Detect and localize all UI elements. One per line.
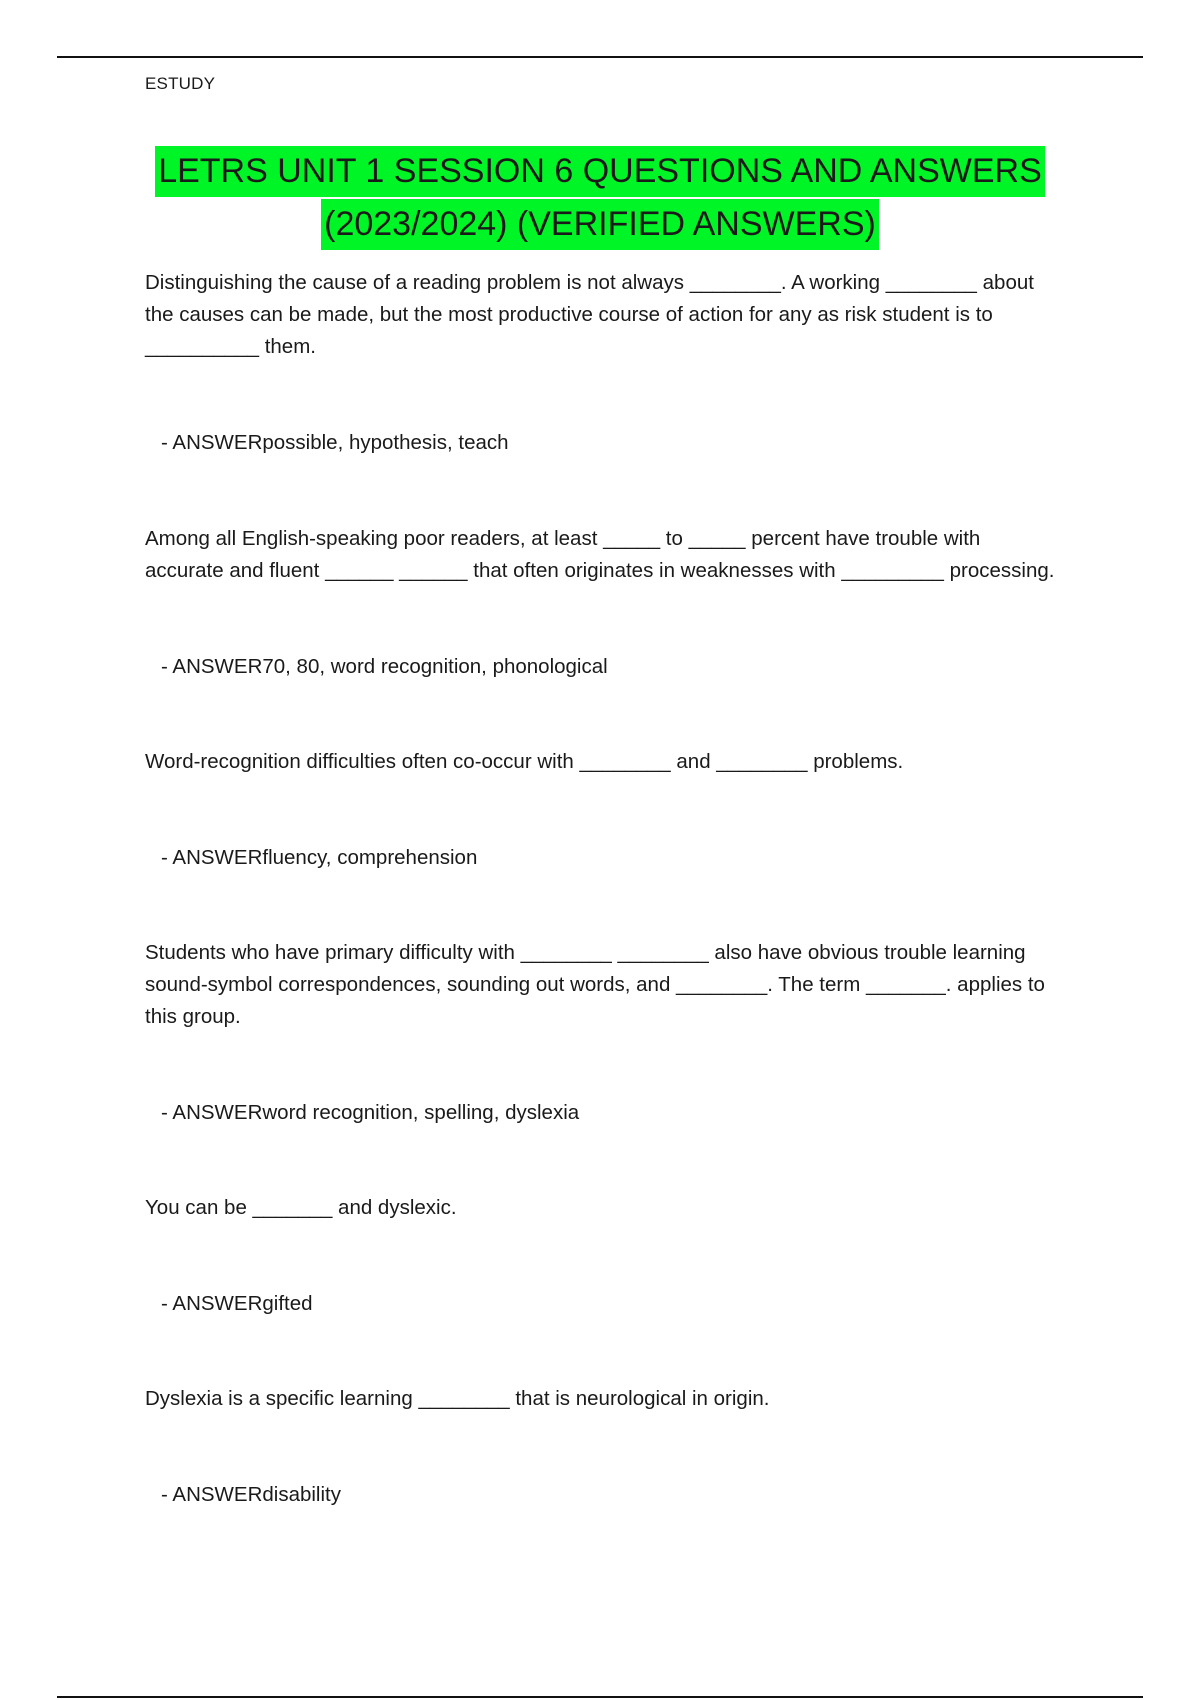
qa-item (145, 746, 1055, 874)
question-text: You can be _______ and dyslexic. (145, 1196, 457, 1219)
header-label: ESTUDY (145, 74, 216, 93)
answer-text: - ANSWERgifted (161, 1292, 313, 1315)
qa-item (145, 937, 1055, 1129)
question-text: Word-recognition difficulties often co-occur with ________ and ________ problems. (145, 750, 904, 773)
top-rule (57, 56, 1143, 58)
answer-text: - ANSWERdisability (161, 1483, 341, 1506)
qa-item (145, 523, 1055, 683)
question-text: Among all English-speaking poor readers, at least _____ to _____ percent have trouble with accurate and fluent ______ ______ that often originates in weaknesses with _________ processing. (145, 527, 1055, 582)
answer-text: - ANSWERpossible, hypothesis, teach (161, 431, 509, 454)
document-title (0, 145, 1200, 251)
answer-text: - ANSWERfluency, comprehension (161, 846, 478, 869)
title-line-1: LETRS UNIT 1 SESSION 6 QUESTIONS AND ANSWERS (155, 146, 1045, 197)
qa-item (145, 1383, 1055, 1511)
question-text: Students who have primary difficulty with ________ ________ also have obvious trouble learning sound-symbol correspondences, sounding out words, and ________. The term _______. applies to this group. (145, 941, 1045, 1028)
qa-item (145, 1192, 1055, 1320)
answer-text: - ANSWERword recognition, spelling, dyslexia (161, 1101, 580, 1124)
title-line-2: (2023/2024) (VERIFIED ANSWERS) (321, 199, 879, 250)
qa-list (145, 267, 1055, 1511)
question-text: Dyslexia is a specific learning ________ that is neurological in origin. (145, 1387, 770, 1410)
bottom-rule (57, 1696, 1143, 1698)
answer-text: - ANSWER70, 80, word recognition, phonological (161, 655, 608, 678)
question-text: Distinguishing the cause of a reading problem is not always ________. A working ________ about the causes can be made, but the most productive course of action for any as risk student is to __________ them. (145, 271, 1034, 358)
qa-item (145, 267, 1055, 459)
